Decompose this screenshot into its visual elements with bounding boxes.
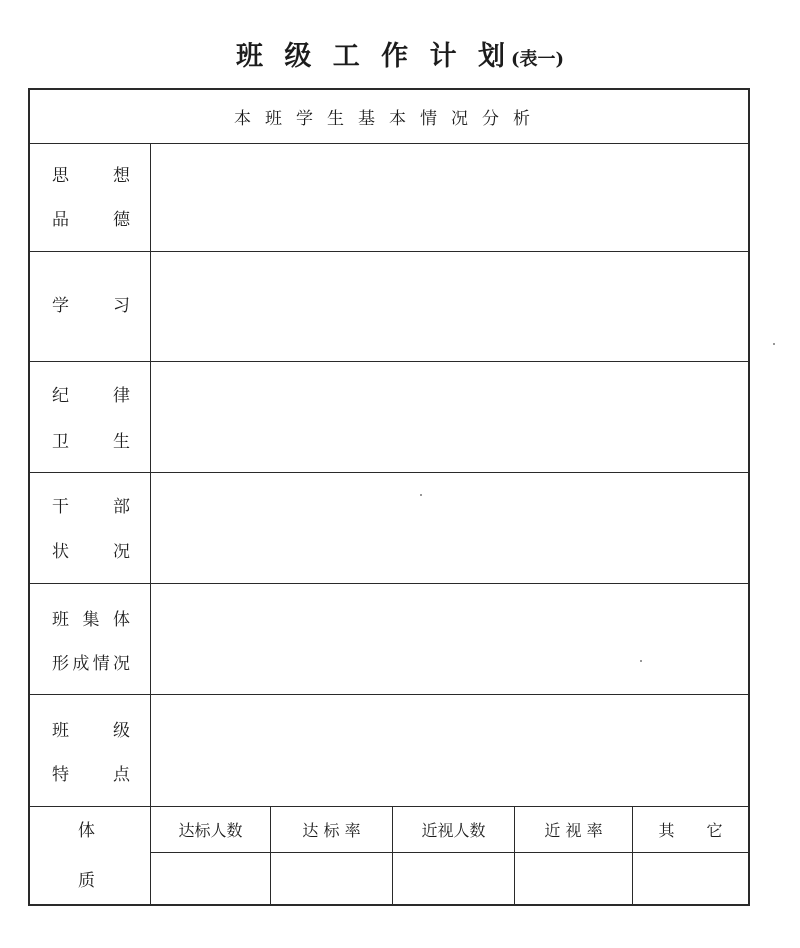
label-char: 级 [113, 721, 130, 741]
row-label [30, 252, 151, 361]
label-char: 形 [52, 654, 69, 674]
label-char: 特 [52, 765, 69, 785]
label-char: 成 [72, 654, 90, 674]
label-char: 纪 [52, 386, 69, 406]
row-label [30, 807, 151, 904]
label-char: 体 [113, 610, 130, 630]
entry-area-cadre-status[interactable] [151, 473, 748, 583]
label-char: 生 [113, 432, 130, 452]
label-char: 况 [113, 542, 130, 562]
column-header: 近 视 率 [515, 807, 633, 853]
entry-area-study[interactable] [151, 252, 748, 361]
physique-entry-cell[interactable] [271, 853, 393, 904]
label-char: 体 [78, 821, 95, 841]
column-header: 近视人数 [393, 807, 515, 853]
title-subtitle: (表一) [510, 49, 565, 70]
scan-speck [420, 494, 422, 496]
row-label [30, 695, 151, 806]
physique-entry-cell[interactable] [393, 853, 515, 904]
physique-grid [151, 807, 748, 904]
row-discipline-hygiene [30, 362, 748, 473]
scan-speck [640, 660, 642, 662]
scan-speck [773, 343, 775, 345]
entry-area-discipline-hygiene[interactable] [151, 362, 748, 472]
label-char: 质 [78, 871, 95, 891]
label-char: 干 [52, 497, 69, 517]
label-char: 想 [113, 166, 130, 186]
row-study [30, 252, 748, 362]
label-char: 情 [92, 654, 110, 674]
label-char: 况 [112, 654, 130, 674]
row-physique [30, 807, 748, 904]
label-char: 律 [113, 386, 130, 406]
label-char: 卫 [52, 432, 69, 452]
label-char: 学 [52, 296, 69, 316]
column-header: 其 它 [633, 807, 748, 853]
row-cadre-status [30, 473, 748, 584]
table-header: 本班学生基本情况分析 [30, 90, 748, 144]
page-title [0, 34, 800, 73]
label-char: 班 [52, 721, 69, 741]
label-char: 状 [52, 542, 69, 562]
entry-area-collective-formation[interactable] [151, 584, 748, 694]
label-char: 班 [52, 610, 69, 630]
physique-entry-cell[interactable] [151, 853, 271, 904]
title-main: 班 级 工 作 计 划 [235, 41, 511, 72]
label-char: 德 [113, 210, 130, 230]
label-char: 集 [82, 610, 100, 630]
row-label [30, 362, 151, 472]
row-class-features [30, 695, 748, 807]
row-label [30, 473, 151, 583]
label-char: 点 [113, 765, 130, 785]
row-label [30, 144, 151, 251]
label-char: 思 [52, 166, 69, 186]
physique-entry-cell[interactable] [633, 853, 748, 904]
entry-area-ideology-morality[interactable] [151, 144, 748, 251]
row-ideology-morality [30, 144, 748, 252]
physique-entry-cell[interactable] [515, 853, 633, 904]
class-plan-form [28, 88, 750, 906]
column-header: 达 标 率 [271, 807, 393, 853]
entry-area-class-features[interactable] [151, 695, 748, 806]
label-char: 部 [113, 497, 130, 517]
label-char: 习 [113, 296, 130, 316]
column-header: 达标人数 [151, 807, 271, 853]
label-char: 品 [52, 210, 69, 230]
row-label [30, 584, 151, 694]
row-collective-formation [30, 584, 748, 695]
